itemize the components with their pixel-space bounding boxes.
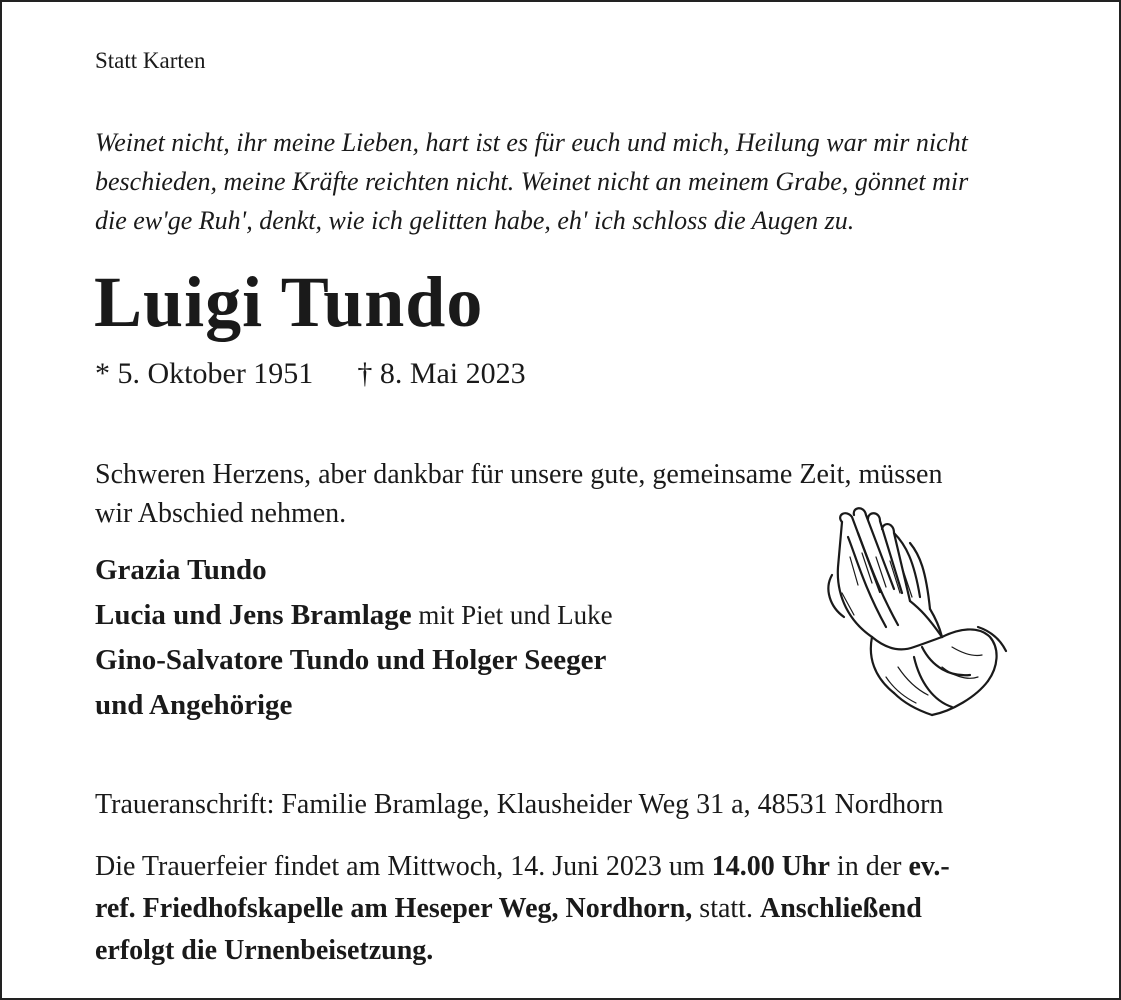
family-member: Grazia Tundo xyxy=(95,554,267,586)
deceased-name: Luigi Tundo xyxy=(94,262,484,342)
funeral-service-text xyxy=(95,846,950,972)
poem-line: Weinet nicht, ihr meine Lieben, hart ist es für euch und mich, Heilung war mir nicht xyxy=(95,128,968,157)
death-date: † 8. Mai 2023 xyxy=(357,357,526,390)
header-label: Statt Karten xyxy=(95,48,206,73)
poem xyxy=(95,123,968,240)
life-dates xyxy=(95,356,526,392)
mourning-address: Traueranschrift: Familie Bramlage, Klausheider Weg 31 a, 48531 Nordhorn xyxy=(95,789,944,820)
praying-hands-icon xyxy=(802,497,1022,732)
family-list xyxy=(95,548,613,728)
service-line: erfolgt die Urnenbeisetzung. xyxy=(95,935,434,966)
birth-date: * 5. Oktober 1951 xyxy=(95,357,314,390)
family-member: und Angehörige xyxy=(95,689,293,721)
poem-line: die ew'ge Ruh', denkt, wie ich gelitten habe, eh' ich schloss die Augen zu. xyxy=(95,206,855,235)
service-line: ref. Friedhofskapelle am Heseper Weg, Nordhorn, statt. Anschließend xyxy=(95,893,922,924)
family-member: Lucia und Jens Bramlage mit Piet und Luke xyxy=(95,599,613,631)
family-member: Gino-Salvatore Tundo und Holger Seeger xyxy=(95,644,607,676)
poem-line: beschieden, meine Kräfte reichten nicht. Weinet nicht an meinem Grabe, gönnet mir xyxy=(95,167,969,196)
service-line: Die Trauerfeier findet am Mittwoch, 14. Juni 2023 um 14.00 Uhr in der ev.- xyxy=(95,851,950,882)
intro-line: wir Abschied nehmen. xyxy=(95,498,347,529)
intro-line: Schweren Herzens, aber dankbar für unsere gute, gemeinsame Zeit, müssen xyxy=(95,459,943,490)
